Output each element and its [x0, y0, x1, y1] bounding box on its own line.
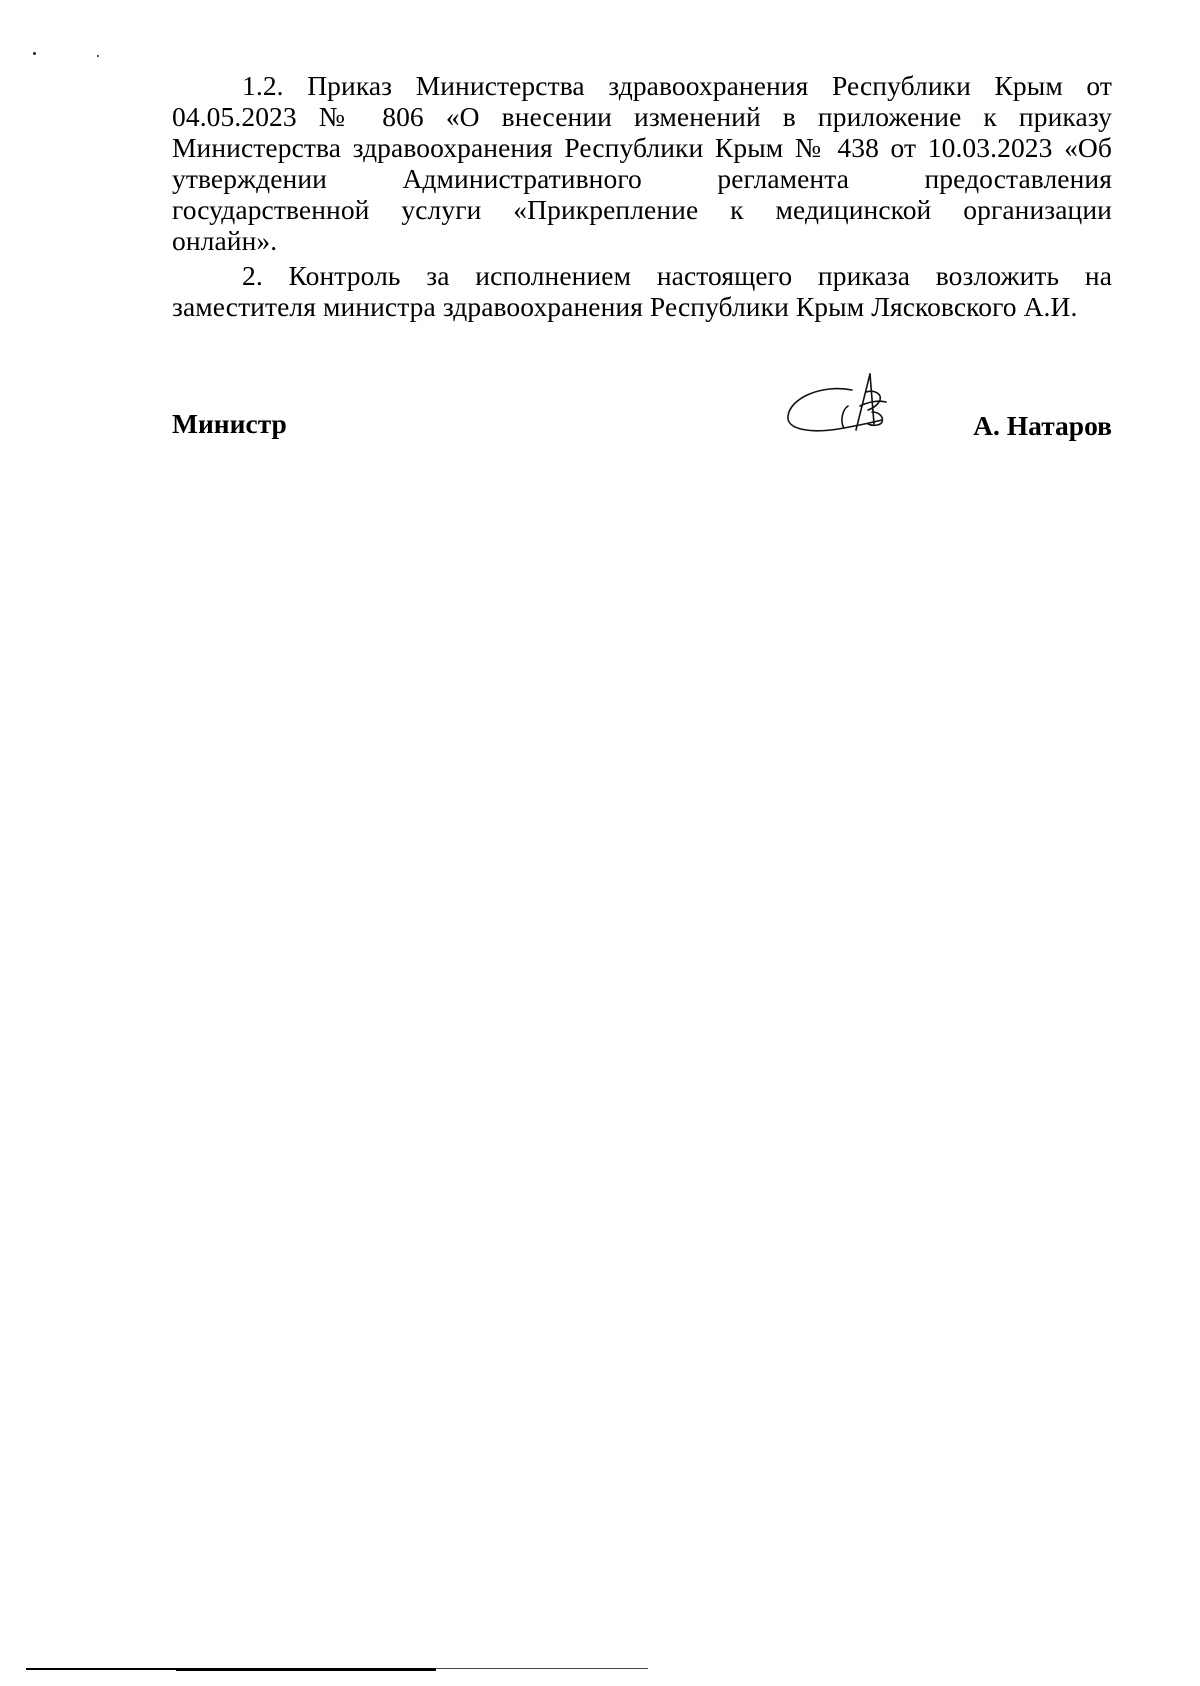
- signer-title: Министр: [172, 408, 287, 439]
- text-line: государственной услуги «Прикрепление к медицинской организации: [172, 194, 1112, 225]
- handwritten-signature-icon: [782, 362, 922, 452]
- signature-block: [172, 380, 1112, 450]
- text-line: 04.05.2023 № 806 «О внесении изменений в приложение к приказу: [172, 101, 1112, 132]
- scan-speck: [33, 52, 36, 55]
- text-line: 1.2. Приказ Министерства здравоохранения Республики Крым от: [242, 70, 1112, 101]
- paragraph-1-2: [172, 70, 1112, 256]
- scan-speck: [97, 55, 99, 57]
- footer-rule: [176, 1668, 436, 1671]
- text-line: Министерства здравоохранения Республики Крым № 438 от 10.03.2023 «Об: [172, 132, 1112, 163]
- footer-rule: [436, 1668, 648, 1669]
- text-line: утверждении Административного регламента предоставления: [172, 163, 1112, 194]
- text-line: онлайн».: [172, 225, 278, 256]
- text-line: 2. Контроль за исполнением настоящего приказа возложить на: [242, 260, 1112, 291]
- signer-name: А. Натаров: [973, 410, 1112, 441]
- document-body: [172, 70, 1112, 322]
- paragraph-2: [172, 260, 1112, 322]
- footer-rule: [26, 1668, 176, 1670]
- text-line: заместителя министра здравоохранения Республики Крым Лясковского А.И.: [172, 291, 1078, 322]
